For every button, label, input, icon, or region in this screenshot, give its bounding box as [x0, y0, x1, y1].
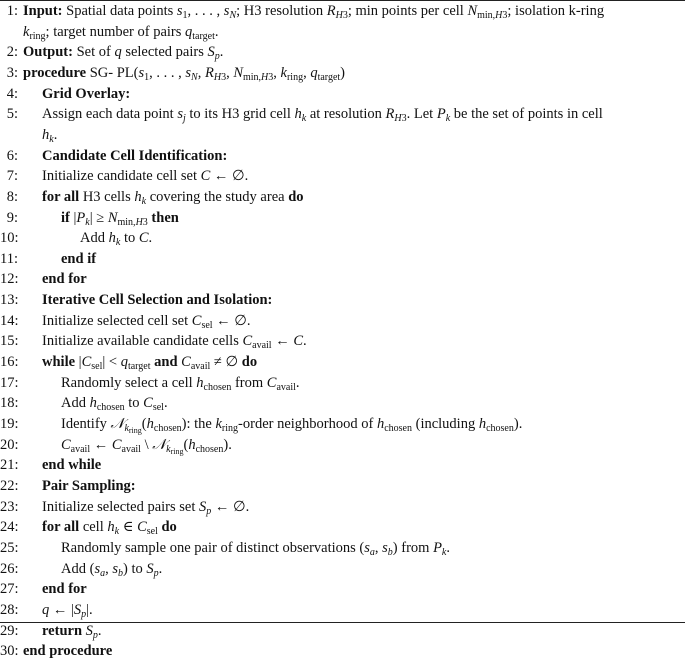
line-number: 6: [6, 147, 18, 164]
line-text: $h_k$. [42, 126, 58, 145]
line-text: end if [61, 250, 97, 267]
top-rule [0, 0, 685, 1]
line-text: Initialize selected pairs set $S_p$ ← ∅. [42, 498, 250, 517]
line-number: 30: [0, 643, 19, 660]
line-text: Initialize selected cell set $C_{sel}$ ← ∅. [42, 312, 251, 331]
line-text: Add $h_{chosen}$ to $C_{sel}$. [61, 395, 168, 414]
line-text: Initialize candidate cell set C ← ∅. [42, 168, 249, 185]
line-number: 24: [0, 519, 19, 536]
line-text: while $|C_{sel}| < q_{target}$ and $C_{avail}$ ≠ ∅ do [42, 354, 258, 373]
line-number: 8: [6, 188, 18, 205]
line-number: 3: [6, 64, 18, 81]
line-number: 9: [6, 209, 18, 226]
line-number: 16: [0, 354, 19, 371]
line-text: if $|P_k| \ge N_{min,H3}$ then [61, 209, 179, 228]
line-text: for all cell $h_k$ ∈ $C_{sel}$ do [42, 519, 177, 538]
line-number: 7: [6, 168, 18, 185]
line-text: Randomly select a cell $h_{chosen}$ from $C_{avail}$. [61, 374, 300, 393]
line-number: 13: [0, 292, 19, 309]
line-number: 10: [0, 230, 19, 247]
line-text: $C_{avail}$ ← $C_{avail}$ \ $𝒩_{k_{ring}}(h_{chosen})$. [61, 436, 232, 456]
line-number: 5: [6, 106, 18, 123]
line-text: for all H3 cells $h_k$ covering the study area do [42, 188, 304, 207]
line-number: 12: [0, 271, 19, 288]
line-text: end procedure [23, 643, 113, 660]
line-number: 11: [0, 250, 18, 267]
line-text: Randomly sample one pair of distinct observations ($s_a$, $s_b$) from $P_k$. [61, 539, 450, 558]
line-number: 21: [0, 457, 19, 474]
line-text: Candidate Cell Identification: [42, 147, 228, 164]
line-text: Pair Sampling: [42, 477, 136, 494]
line-number: 18: [0, 395, 19, 412]
line-number: 14: [0, 312, 19, 329]
line-number: 19: [0, 416, 19, 432]
line-text: Initialize available candidate cells $C_{avail}$ ← C. [42, 333, 307, 352]
line-number: 23: [0, 498, 19, 515]
line-number: 26: [0, 560, 19, 577]
line-text: Input: Spatial data points $s_1$, . . . , $s_N$; H3 resolution $R_{H3}$; min points per cell $N_{min,H3}$; isolation k-ring [23, 3, 605, 21]
line-text: Assign each data point $s_j$ to its H3 grid cell $h_k$ at resolution $R_{H3}$. Let $P_k$ be the set of points in cell [42, 106, 603, 125]
line-text: Output: Set of q selected pairs $S_p$. [23, 44, 224, 63]
line-number: 29: [0, 622, 19, 639]
line-text: end for [42, 581, 87, 598]
line-number: 20: [0, 436, 19, 453]
line-text: Iterative Cell Selection and Isolation: [42, 292, 273, 309]
line-number: 27: [0, 581, 19, 598]
line-number: 22: [0, 477, 19, 494]
line-text: end while [42, 457, 102, 474]
line-number: 15: [0, 333, 19, 350]
line-text: $k_{ring}$; target number of pairs $q_{target}$. [23, 23, 219, 42]
line-number: 28: [0, 601, 19, 618]
line-text: Grid Overlay: [42, 85, 131, 102]
bottom-rule [0, 622, 685, 623]
line-text: Add $h_k$ to C. [80, 230, 153, 249]
line-number: 25: [0, 539, 19, 556]
line-number: 4: [6, 85, 18, 102]
line-text: Add ($s_a$, $s_b$) to $S_p$. [61, 560, 163, 579]
line-text: Identify $𝒩_{k_{ring}}(h_{chosen})$: the $k_{ring}$-order neighborhood of $h_{chosen}$ (including $h_{chosen}$). [61, 416, 523, 435]
line-text: end for [42, 271, 87, 288]
line-number: 1: [6, 3, 18, 19]
line-text: procedure SG- $PL(s_1$, . . . , $s_N$, $R_{H3}$, $N_{min,H3}$, $k_{ring}$, $q_{target}$) [23, 64, 346, 83]
line-text: return $S_p$. [42, 622, 102, 641]
line-number: 17: [0, 374, 19, 391]
line-text: q ← $|S_p|$. [42, 601, 93, 620]
line-number: 2: [6, 44, 18, 61]
